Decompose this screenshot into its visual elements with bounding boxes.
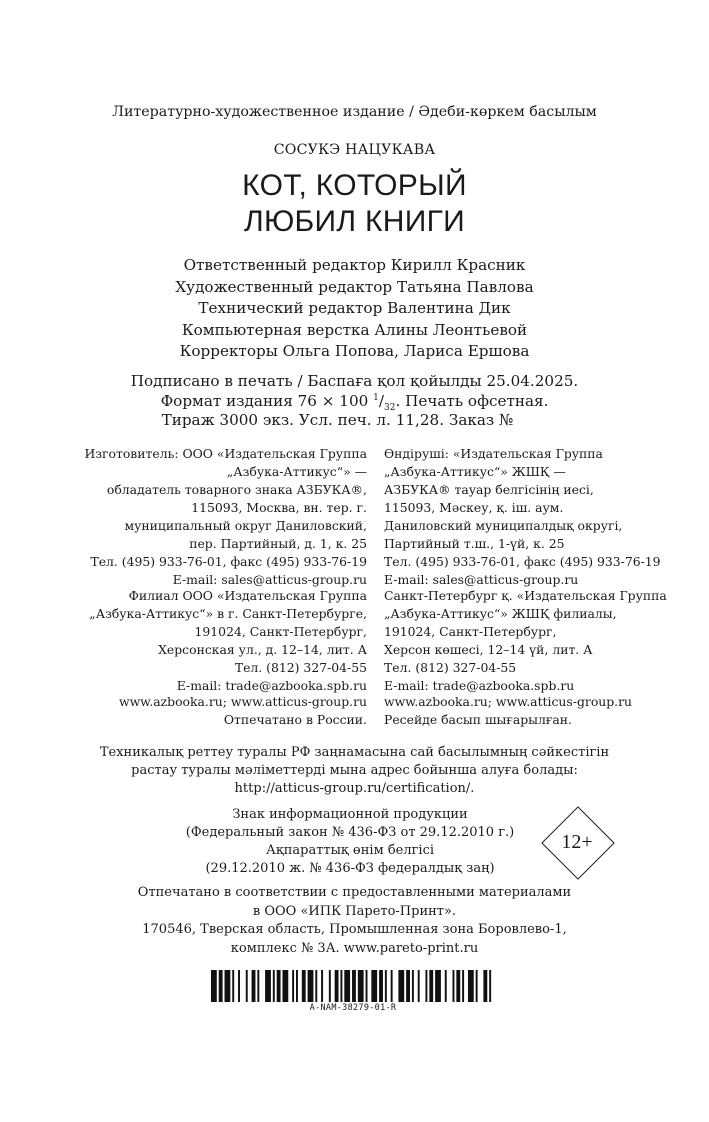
branch-ru-line: 191024, Санкт-Петербург,: [194, 624, 367, 639]
signed-date: Подписано в печать / Баспаға қол қойылды 25.04.2025.: [130, 372, 579, 390]
print-run: Тираж 3000 экз. Усл. печ. л. 11,28. Заказ №: [161, 411, 514, 429]
barcode-bar: [321, 970, 323, 1002]
branch-kz-line: Тел. (812) 327-04-55: [384, 660, 517, 675]
barcode-bar: [246, 970, 248, 1002]
printing-line: Отпечатано в соответствии с предоставленными материалами: [137, 885, 572, 900]
info-sign-line: (Федеральный закон № 436-ФЗ от 29.12.2010 г.): [185, 825, 515, 840]
age-rating: 12+: [561, 831, 593, 853]
barcode-bar: [366, 970, 368, 1002]
barcode-bar: [489, 970, 491, 1002]
branch-ru: [0, 587, 367, 695]
credit-line: Компьютерная верстка Алины Леонтьевой: [181, 320, 528, 339]
printing-line: 170546, Тверская область, Промышленная зона Боровлево-1,: [142, 922, 567, 937]
manufacturer-kz: [384, 445, 684, 589]
manufacturer-ru-line: Изготовитель: ООО «Издательская Группа: [84, 446, 367, 461]
manufacturer-ru-line: Тел. (495) 933-76-01, факс (495) 933-76-19: [90, 554, 367, 569]
credit-line: Художественный редактор Татьяна Павлова: [175, 277, 534, 296]
branch-kz-line: 191024, Санкт-Петербург,: [384, 624, 557, 639]
barcode-bar: [211, 970, 217, 1002]
barcode-bar: [425, 970, 427, 1002]
barcode-bar: [352, 970, 356, 1002]
barcode-bar: [456, 970, 460, 1002]
barcode-bar: [252, 970, 256, 1002]
barcode-bar: [302, 970, 306, 1002]
barcode-bar: [238, 970, 240, 1002]
manufacturer-kz-line: E-mail: sales@atticus-group.ru: [384, 572, 579, 587]
barcode-bar: [219, 970, 223, 1002]
barcode-bar: [398, 970, 404, 1002]
barcode-bar: [462, 970, 464, 1002]
format-suffix: . Печать офсетная.: [395, 391, 549, 410]
barcode-bar: [265, 970, 271, 1002]
manufacturer-ru-line: обладатель товарного знака АЗБУКА®,: [106, 482, 367, 497]
format-denominator: 32: [383, 402, 396, 413]
barcode-bar: [483, 970, 487, 1002]
barcode-bar: [344, 970, 350, 1002]
print-imprint: [0, 372, 709, 431]
manufacturer-ru: [0, 445, 367, 589]
manufacturer-kz-line: „Азбука-Аттикус“» ЖШҚ —: [384, 464, 566, 479]
barcode-bar: [476, 970, 478, 1002]
manufacturer-kz-line: Даниловский муниципалдық округі,: [384, 518, 623, 533]
barcode-bar: [435, 970, 441, 1002]
manufacturer-ru-line: 115093, Москва, вн. тер. г.: [191, 500, 367, 515]
branch-ru-line: „Азбука-Аттикус“» в г. Санкт-Петербурге,: [89, 606, 367, 621]
manufacturer-kz-line: 115093, Мәскеу, қ. іш. аум.: [384, 500, 564, 515]
book-title: [0, 168, 709, 240]
edition-type: Литературно-художественное издание / Әдеби-көркем басылым: [112, 104, 597, 120]
barcode-bar: [329, 970, 331, 1002]
format-slash: /: [378, 391, 384, 410]
info-sign-line: (29.12.2010 ж. № 436-ФЗ федералдық заң): [205, 861, 495, 876]
barcode-bar: [379, 970, 383, 1002]
manufacturer-ru-line: E-mail: sales@atticus-group.ru: [172, 572, 367, 587]
web-ru-line: www.azbooka.ru; www.atticus-group.ru: [118, 694, 367, 709]
manufacturer-kz-line: Партийный т.ш., 1-үй, к. 25: [384, 536, 565, 551]
tech-regulation-line: растау туралы мәліметтерді мына адрес бойынша алуға болады:: [131, 763, 578, 778]
barcode-bar: [391, 970, 393, 1002]
barcode-bar: [412, 970, 414, 1002]
barcode-bar: [418, 970, 420, 1002]
manufacturer-ru-line: муниципальный округ Даниловский,: [124, 518, 367, 533]
manufacturer-kz-line: АЗБУКА® тауар белгісінің иесі,: [384, 482, 594, 497]
author-name: СОСУКЭ НАЦУКАВА: [273, 142, 436, 158]
branch-kz: [384, 587, 684, 695]
manufacturer-ru-line: пер. Партийный, д. 1, к. 25: [189, 536, 367, 551]
web-ru-line: Отпечатано в России.: [223, 712, 367, 727]
branch-kz-line: „Азбука-Аттикус“» ЖШҚ филиалы,: [384, 606, 617, 621]
barcode-bar: [296, 970, 298, 1002]
printing-line: в ООО «ИПК Парето-Принт».: [252, 903, 457, 919]
format-prefix: Формат издания 76 × 100: [160, 391, 374, 410]
branch-ru-line: E-mail: trade@azbooka.spb.ru: [176, 678, 367, 693]
barcode-bar: [406, 970, 410, 1002]
editorial-credits: [0, 255, 709, 363]
barcode-bar: [277, 970, 281, 1002]
barcode-bar: [225, 970, 231, 1002]
info-sign-line: Знак информационной продукции: [232, 807, 468, 822]
title-line-2: ЛЮБИЛ КНИГИ: [243, 205, 466, 238]
branch-kz-line: E-mail: trade@azbooka.spb.ru: [384, 678, 575, 693]
barcode-bar: [282, 970, 288, 1002]
barcode-bar: [308, 970, 314, 1002]
info-sign-line: Ақпараттық өнім белгісі: [265, 843, 435, 858]
printing-line: комплекс № 3А. www.pareto-print.ru: [230, 940, 479, 956]
barcode: [211, 970, 495, 1002]
format-line: [0, 392, 709, 412]
barcode-bar: [385, 970, 387, 1002]
barcode-bar: [257, 970, 259, 1002]
credit-line: Корректоры Ольга Попова, Лариса Ершова: [179, 342, 530, 360]
manufacturer-kz-line: Өндіруші: «Издательская Группа: [384, 446, 603, 461]
info-product-sign: [150, 806, 550, 878]
barcode-bar: [315, 970, 317, 1002]
tech-regulation-line: http://atticus-group.ru/certification/.: [234, 781, 475, 796]
branch-kz-line: Санкт-Петербург қ. «Издательская Группа: [384, 588, 667, 603]
credit-line: Ответственный редактор Кирилл Красник: [183, 256, 526, 274]
branch-kz-line: Херсон көшесі, 12–14 үй, лит. А: [384, 642, 593, 657]
branch-ru-line: Филиал ООО «Издательская Группа: [128, 588, 367, 603]
barcode-label: A-NAM-38279-01-R: [309, 1003, 397, 1013]
tech-regulation: [0, 744, 709, 798]
web-kz-line: www.azbooka.ru; www.atticus-group.ru: [384, 694, 633, 709]
barcode-bar: [340, 970, 342, 1002]
barcode-bar: [429, 970, 433, 1002]
barcode-bar: [468, 970, 474, 1002]
barcode-bar: [371, 970, 377, 1002]
tech-regulation-line: Техникалық реттеу туралы РФ заңнамасына сай басылымның сәйкестігін: [99, 745, 610, 760]
barcode-bar: [232, 970, 234, 1002]
manufacturer-kz-line: Тел. (495) 933-76-01, факс (495) 933-76-19: [384, 554, 661, 569]
web-kz: [384, 693, 684, 729]
branch-ru-line: Тел. (812) 327-04-55: [234, 660, 367, 675]
printing-info: [0, 884, 709, 958]
barcode-bar: [292, 970, 294, 1002]
barcode-bar: [452, 970, 454, 1002]
barcode-bar: [358, 970, 364, 1002]
manufacturer-ru-line: „Азбука-Аттикус“» —: [226, 464, 367, 479]
barcode-bar: [335, 970, 339, 1002]
barcode-bar: [273, 970, 275, 1002]
web-kz-line: Ресейде басып шығарылған.: [384, 712, 572, 727]
barcode-bar: [445, 970, 447, 1002]
format-numerator: 1: [373, 392, 379, 403]
branch-ru-line: Херсонская ул., д. 12–14, лит. А: [158, 642, 367, 657]
web-ru: [0, 693, 367, 729]
credit-line: Технический редактор Валентина Дик: [198, 299, 511, 317]
title-line-1: КОТ, КОТОРЫЙ: [242, 169, 467, 202]
